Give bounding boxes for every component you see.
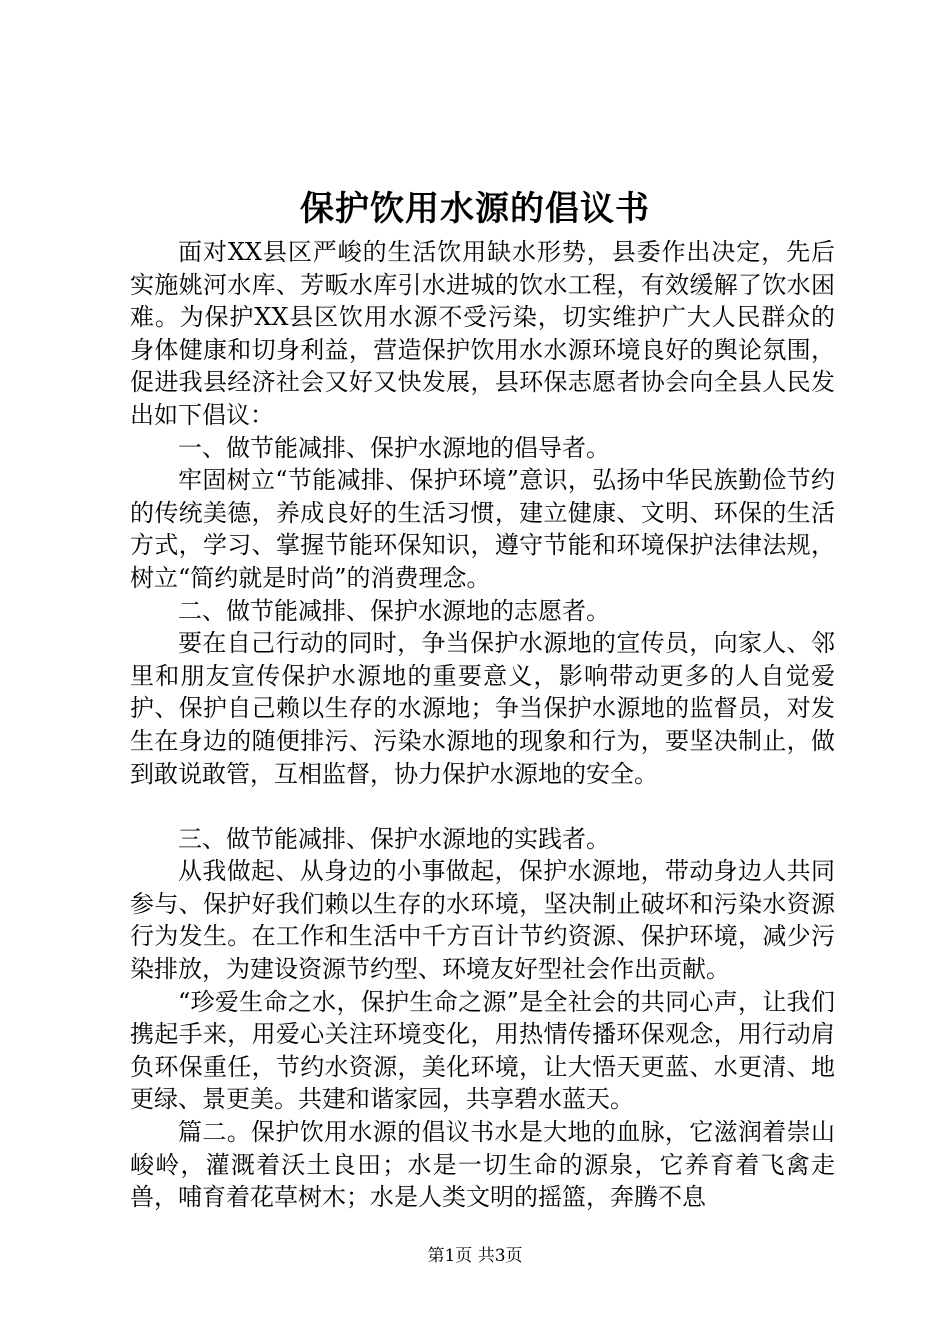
document-title: 保护饮用水源的倡议书 bbox=[300, 189, 650, 229]
paragraph-slogan: “珍爱生命之水，保护生命之源”是全社会的共同心声，让我们携起手来，用爱心关注环境变化，用热情传播环保观念，用行动肩负环保重任，节约水资源，美化环境，让大悟天更蓝、水更清、地更绿、景更美。共建和谐家园，共享碧水蓝天。 bbox=[130, 987, 835, 1114]
heading-advocate: 一、做节能减排、保护水源地的倡导者。 bbox=[178, 433, 610, 462]
paragraph-practitioner: 从我做起、从身边的小事做起，保护水源地，带动身边人共同参与、保护好我们赖以生存的水环境，坚决制止破坏和污染水资源行为发生。在工作和生活中千方百计节约资源、保护环境，减少污染排放，为建设资源节约型、环境友好型社会作出贡献。 bbox=[130, 857, 835, 984]
heading-practitioner: 三、做节能减排、保护水源地的实践者。 bbox=[178, 824, 610, 853]
heading-volunteer: 二、做节能减排、保护水源地的志愿者。 bbox=[178, 596, 610, 625]
document-body bbox=[130, 236, 835, 1214]
paragraph-intro: 面对XX县区严峻的生活饮用缺水形势，县委作出决定，先后实施姚河水库、芳畈水库引水进城的饮水工程，有效缓解了饮水困难。为保护XX县区饮用水源不受污染，切实维护广大人民群众的身体健康和切身利益，营造保护饮用水水源环境良好的舆论氛围，促进我县经济社会又好又快发展，县环保志愿者协会向全县人民发出如下倡议： bbox=[130, 238, 835, 429]
paragraph-advocate: 牢固树立“节能减排、保护环境”意识，弘扬中华民族勤俭节约的传统美德，养成良好的生活习惯，建立健康、文明、环保的生活方式，学习、掌握节能环保知识，遵守节能和环境保护法律法规，树立“简约就是时尚”的消费理念。 bbox=[130, 466, 835, 592]
page-indicator: 第1页 共3页 bbox=[427, 1246, 523, 1266]
paragraph-volunteer: 要在自己行动的同时，争当保护水源地的宣传员，向家人、邻里和朋友宣传保护水源地的重要意义，影响带动更多的人自觉爱护、保护自己赖以生存的水源地；争当保护水源地的监督员，对发生在身边的随便排污、污染水源地的现象和行为，要坚决制止，做到敢说敢管，互相监督，协力保护水源地的安全。 bbox=[130, 629, 835, 788]
paragraph-part-two: 篇二。保护饮用水源的倡议书水是大地的血脉，它滋润着崇山峻岭，灌溉着沃土良田；水是一切生命的源泉，它养育着飞禽走兽，哺育着花草树木；水是人类文明的摇篮，奔腾不息 bbox=[130, 1118, 835, 1212]
